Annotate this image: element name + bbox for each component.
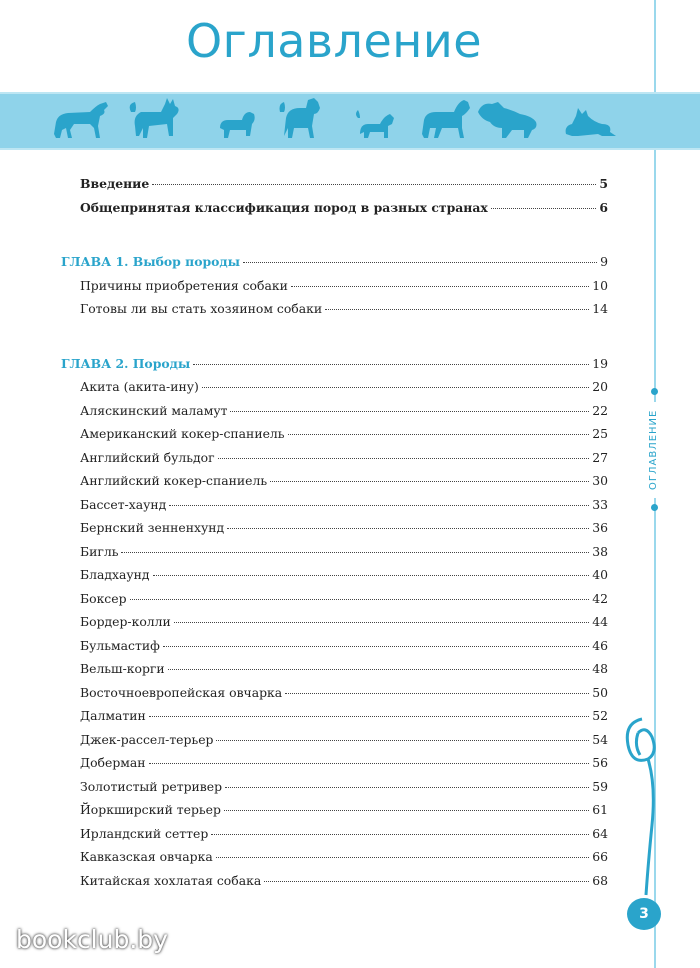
dot-leader <box>225 787 589 788</box>
toc-entry-title: Вельш-корги <box>80 661 165 676</box>
toc-entry <box>80 779 608 794</box>
toc-entry <box>80 732 608 747</box>
dot-leader <box>264 881 589 882</box>
toc-entry-title: Боксер <box>80 590 127 606</box>
dot-leader <box>325 309 589 310</box>
toc-entry-title: Золотистый ретривер <box>80 778 223 794</box>
dot-leader <box>149 763 590 764</box>
dot-leader <box>169 505 589 506</box>
toc-entry <box>80 755 608 770</box>
toc-entry-title: Кавказская овчарка <box>80 849 213 864</box>
toc-entry-title: Бордер-колли <box>80 614 171 629</box>
toc-page-number: 5 <box>599 176 608 191</box>
toc-entry-title: Готовы ли вы стать хозяином собаки <box>80 301 323 316</box>
dot-leader <box>270 481 589 482</box>
toc-page-number: 25 <box>592 426 608 441</box>
dot-leader <box>174 622 589 623</box>
dot-leader <box>168 669 590 670</box>
toc-entry <box>80 567 608 582</box>
toc-entry <box>80 426 608 441</box>
side-section-label <box>637 388 671 512</box>
dot-leader <box>218 458 590 459</box>
toc-entry <box>80 403 608 418</box>
dot-leader <box>285 693 589 694</box>
toc-page-number: 61 <box>592 802 608 817</box>
toc-page-number: 22 <box>592 402 608 418</box>
toc-page-number: 44 <box>592 614 608 629</box>
toc-entry <box>80 301 608 316</box>
dot-leader <box>193 364 589 365</box>
toc-page-number: 52 <box>592 708 608 723</box>
toc-entry <box>80 379 608 394</box>
toc-chapter-heading <box>61 254 608 269</box>
toc-entry-title: ГЛАВА 1. Выбор породы <box>61 254 241 269</box>
dot-leader <box>130 599 590 600</box>
toc-entry <box>80 849 608 864</box>
toc-entry <box>80 497 608 512</box>
dot-leader <box>288 434 590 435</box>
toc-entry-title: Введение <box>80 176 150 191</box>
leash-icon <box>618 715 666 915</box>
toc-entry <box>80 544 608 559</box>
toc-entry-title: Бульмастиф <box>80 637 160 653</box>
toc-entry-title: Джек-рассел-терьер <box>80 731 214 747</box>
dot-leader <box>149 716 589 717</box>
watermark: bookclub.by <box>16 925 168 954</box>
dog-silhouettes <box>0 94 700 148</box>
toc-page-number: 14 <box>592 301 608 316</box>
dog-silhouette-icon <box>54 102 108 138</box>
toc-entry-title: Английский бульдог <box>80 449 215 465</box>
toc-page-number: 48 <box>592 661 608 676</box>
dot-leader <box>243 262 597 263</box>
dog-silhouette-icon <box>130 98 179 138</box>
toc-entry-title: Причины приобретения собаки <box>80 277 288 293</box>
toc-entry-title: Общепринятая классификация пород в разных странах <box>80 199 488 215</box>
toc-page-number: 33 <box>592 496 608 512</box>
toc-page-number: 6 <box>599 199 608 215</box>
toc-entry <box>80 661 608 676</box>
toc-entry <box>80 802 608 817</box>
toc-entry-title: Акита (акита-ину) <box>80 379 199 394</box>
side-label-text: ОГЛАВЛЕНИЕ <box>637 402 671 498</box>
toc-entry <box>80 278 608 293</box>
toc-entry <box>80 520 608 535</box>
toc-entry <box>80 826 608 841</box>
dot-leader <box>163 646 589 647</box>
dot-leader <box>121 552 589 553</box>
toc-page-number: 40 <box>592 567 608 582</box>
toc-page-number: 59 <box>592 778 608 794</box>
toc-page-number: 38 <box>592 543 608 559</box>
dot-icon <box>651 504 658 511</box>
toc-entry-title: Бернский зенненхунд <box>80 520 225 535</box>
toc-entry-title: Английский кокер-спаниель <box>80 473 268 488</box>
toc-entry-title: Китайская хохлатая собака <box>80 872 262 888</box>
toc-entry-title: Восточноевропейская овчарка <box>80 684 283 700</box>
dot-leader <box>491 208 597 209</box>
toc-page-number: 10 <box>592 277 608 293</box>
toc-page-number: 19 <box>592 355 608 371</box>
dog-silhouette-icon <box>220 112 255 138</box>
toc-entry-title: Бассет-хаунд <box>80 496 167 512</box>
toc-entry-title: Бладхаунд <box>80 567 150 582</box>
toc-entry <box>80 473 608 488</box>
dog-silhouette-icon <box>478 102 537 138</box>
toc-entry-title: Американский кокер-спаниель <box>80 426 285 441</box>
toc-entry-title: Далматин <box>80 708 146 723</box>
dog-banner <box>0 92 700 150</box>
toc-entry <box>80 176 608 191</box>
dot-leader <box>216 740 589 741</box>
page-title: Оглавление <box>185 14 483 68</box>
toc-entry-title: Бигль <box>80 543 119 559</box>
toc-page-number: 30 <box>592 473 608 488</box>
toc-entry-title: Ирландский сеттер <box>80 825 209 841</box>
toc-page-number: 56 <box>592 755 608 770</box>
toc-entry-title: Йоркширский терьер <box>80 802 221 817</box>
dot-leader <box>230 411 589 412</box>
toc-entry <box>80 873 608 888</box>
toc-entry-title: ГЛАВА 2. Породы <box>61 355 191 371</box>
dot-leader <box>152 184 596 185</box>
toc-page-number: 46 <box>592 637 608 653</box>
toc-page-number: 27 <box>592 449 608 465</box>
dot-leader <box>224 810 589 811</box>
toc-page-number: 54 <box>592 731 608 747</box>
toc-page-number: 64 <box>592 825 608 841</box>
toc-page-number: 42 <box>592 590 608 606</box>
toc-entry <box>80 450 608 465</box>
dot-leader <box>227 528 589 529</box>
toc-entry <box>80 614 608 629</box>
dot-leader <box>202 387 589 388</box>
dot-leader <box>211 834 589 835</box>
toc-entry <box>80 591 608 606</box>
toc-page-number: 66 <box>592 849 608 864</box>
dog-silhouette-icon <box>422 100 470 138</box>
toc-page-number: 68 <box>592 872 608 888</box>
toc-page-number: 9 <box>600 254 608 269</box>
toc-entry <box>80 708 608 723</box>
dog-silhouette-icon <box>280 98 321 138</box>
page-number-badge: 3 <box>627 898 661 930</box>
toc-chapter-heading <box>61 356 608 371</box>
toc-entry-title: Аляскинский маламут <box>80 402 228 418</box>
toc-page-number: 50 <box>592 684 608 700</box>
dog-silhouette-icon <box>566 108 616 136</box>
toc-entry <box>80 200 608 215</box>
dot-leader <box>291 286 589 287</box>
dot-leader <box>153 575 590 576</box>
toc-page-number: 36 <box>592 520 608 535</box>
dot-leader <box>216 857 589 858</box>
toc-entry-title: Доберман <box>80 755 146 770</box>
dot-icon <box>651 388 658 395</box>
toc-entry <box>80 685 608 700</box>
toc-page-number: 20 <box>592 379 608 394</box>
toc-entry <box>80 638 608 653</box>
dog-silhouette-icon <box>356 110 394 138</box>
